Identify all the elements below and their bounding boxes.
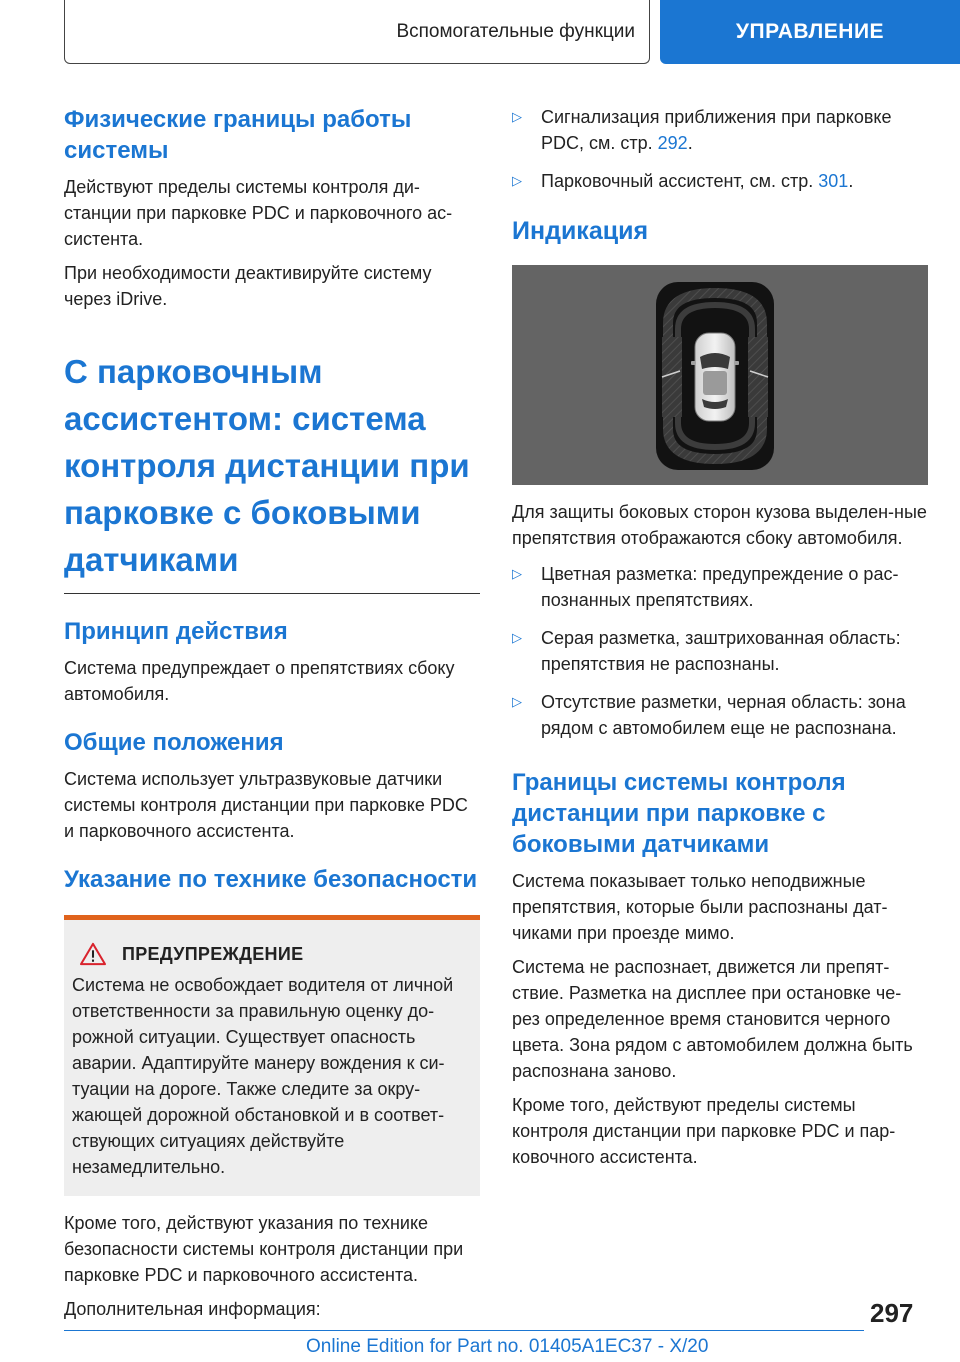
right-column [512,104,928,1178]
heading-indication: Индикация [512,217,649,245]
bullet-triangle-icon: ▷ [512,630,522,645]
warning-box [64,915,480,1196]
heading-general: Общие положения [64,729,284,756]
paragraph: Действуют пределы системы контроля ди-станции при парковке PDC и парковочного ас-систента. [64,177,453,249]
heading-divider [64,593,480,594]
heading-physical-limits: Физические границы работы системы [64,106,412,164]
reference-item: ▷ Сигнализация приближения при парковке PDC, см. стр. 292. [512,104,928,156]
list-item-text: Цветная разметка: предупреждение о рас-познанных препятствиях. [541,564,899,610]
paragraph: Система предупреждает о препятствиях сбоку автомобиля. [64,658,455,704]
footer-divider [64,1330,864,1331]
page-number: 297 [870,1298,914,1328]
footer-edition: Online Edition for Part no. 01405A1EC37 - X/20 [306,1336,709,1357]
list-item [512,689,928,741]
warning-title: ПРЕДУПРЕЖДЕНИЕ [122,943,304,964]
paragraph: Кроме того, действуют пределы системы контроля дистанции при парковке PDC и пар-ковочного ассистента. [512,1095,896,1167]
bullet-triangle-icon: ▷ [512,173,522,188]
heading-system-limits: Границы системы контроля дистанции при парковке с боковыми датчиками [512,769,846,858]
list-item [512,561,928,613]
list-item [512,625,928,677]
header-chapter-title: УПРАВЛЕНИЕ [735,20,885,43]
parking-display-figure [512,265,928,485]
left-column [64,104,480,1330]
heading-safety: Указание по технике безопасности [64,866,478,893]
header-section-title: Вспомогательные функции [396,20,635,42]
paragraph: Система использует ультразвуковые датчики системы контроля дистанции при парковке PDC и парковочного ассистента. [64,769,468,841]
paragraph: Кроме того, действуют указания по технике безопасности системы контроля дистанции при парковке PDC и парковочного ассистента. [64,1213,464,1285]
header-section-tab [64,0,650,64]
parking-display-image [512,265,928,485]
bullet-triangle-icon: ▷ [512,566,522,581]
warning-text: Система не освобождает водителя от личной ответственности за правильную оценку до-рожной ситуации. Существует опасность аварии. Адаптируйте манеру вождения к си-туации на дороге. Также следите за окру-жающей дорожной обстановкой и в соответ-ствующих ситуациях действуйте незамедлительно. [72,975,454,1177]
warning-header [72,942,472,966]
page-link-292[interactable]: 292 [657,133,688,153]
warning-triangle-icon [78,942,108,966]
heading-main-section: С парковочным ассистентом: система контроля дистанции при парковке с боковыми датчиками [64,353,470,578]
heading-principle: Принцип действия [64,618,288,645]
paragraph: Для защиты боковых сторон кузова выделен-ные препятствия отображаются сбоку автомобиля. [512,502,927,548]
paragraph: Система показывает только неподвижные препятствия, которые были распознаны дат-чиками при проезде мимо. [512,871,888,943]
bullet-triangle-icon: ▷ [512,694,522,709]
bullet-triangle-icon: ▷ [512,109,522,124]
page-link-301[interactable]: 301 [818,171,849,191]
reference-text: Сигнализация приближения при парковке PDC, см. стр. [541,107,892,153]
list-item-text: Серая разметка, заштрихованная область: препятствия не распознаны. [541,628,901,674]
header-chapter-tab [660,0,960,64]
reference-item: ▷ Парковочный ассистент, см. стр. 301. [512,168,928,194]
paragraph: При необходимости деактивируйте систему через iDrive. [64,263,432,309]
paragraph: Система не распознает, движется ли препят-ствие. Разметка на дисплее при остановке че-рез определенное время становится черного цвета. Зона рядом с автомобилем должна быть распознана заново. [512,957,913,1081]
list-item-text: Отсутствие разметки, черная область: зона рядом с автомобилем еще не распознана. [541,692,906,738]
paragraph: Дополнительная информация: [64,1299,321,1319]
reference-text: Парковочный ассистент, см. стр. [541,171,819,191]
